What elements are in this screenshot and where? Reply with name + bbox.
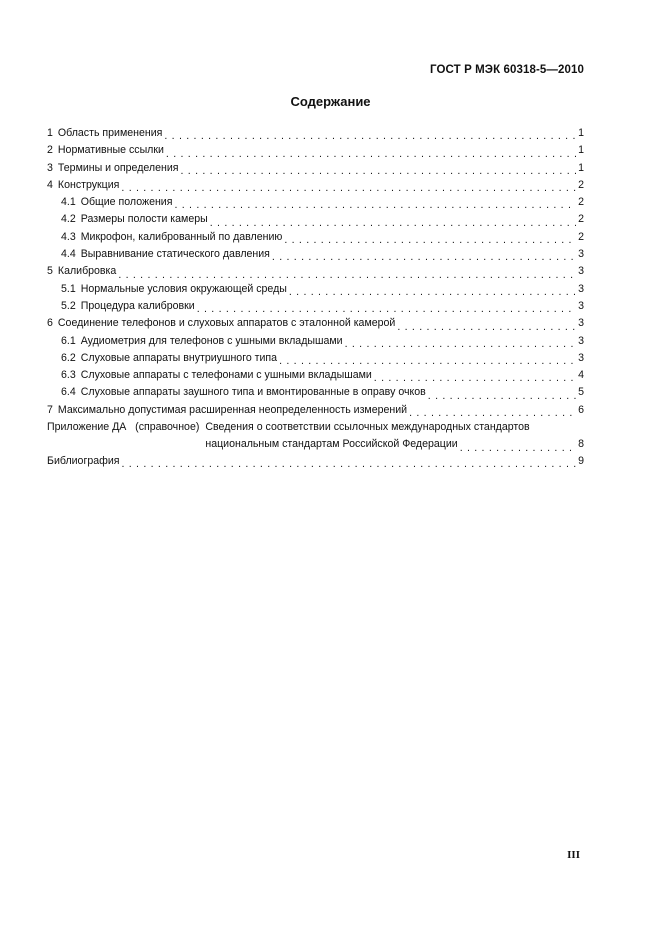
- toc-entry-page: 3: [578, 351, 584, 364]
- toc-entry-title: Слуховые аппараты заушного типа и вмонтированные в оправу очков: [80, 386, 426, 399]
- toc-subentry[interactable]: [47, 384, 584, 401]
- toc-entry-number: 5.1: [61, 282, 76, 295]
- toc-entry-title: Микрофон, калиброванный по давлению: [80, 230, 283, 243]
- toc-entry-page: 5: [578, 386, 584, 399]
- toc-entry-number: 4: [47, 178, 53, 191]
- toc-subentry[interactable]: [47, 367, 584, 384]
- table-of-contents: [47, 125, 584, 470]
- dot-leader: [181, 163, 576, 177]
- toc-appendix-entry[interactable]: [47, 419, 584, 453]
- toc-entry-title: Конструкция: [57, 178, 120, 191]
- toc-entry-title: Соединение телефонов и слуховых аппаратов с эталонной камерой: [57, 317, 396, 330]
- toc-entry-title: Процедура калибровки: [80, 299, 195, 312]
- toc-entry-page: 9: [578, 455, 584, 468]
- toc-entry[interactable]: [47, 263, 584, 280]
- toc-entry[interactable]: [47, 402, 584, 419]
- toc-entry-title: Выравнивание статического давления: [80, 248, 270, 261]
- toc-entry-number: 2: [47, 144, 53, 157]
- toc-entry-title: Размеры полости камеры: [80, 213, 208, 226]
- toc-entry[interactable]: [47, 142, 584, 159]
- dot-leader: [210, 215, 576, 229]
- dot-leader: [174, 197, 576, 211]
- toc-entry-page: 2: [578, 196, 584, 209]
- dot-leader: [166, 146, 576, 160]
- toc-entry-number: 5.2: [61, 299, 76, 312]
- toc-entry-title: Область применения: [57, 127, 163, 139]
- toc-entry-title: Библиография: [47, 455, 120, 468]
- toc-entry-page: 1: [578, 144, 584, 157]
- toc-subentry[interactable]: [47, 350, 584, 367]
- toc-entry-page: 3: [578, 334, 584, 347]
- toc-entry-title: Калибровка: [57, 265, 117, 278]
- toc-entry-page: 4: [578, 369, 584, 382]
- toc-entry-page: 3: [578, 299, 584, 312]
- appendix-lead: [47, 419, 199, 453]
- toc-entry-page: 6: [578, 403, 584, 416]
- toc-entry-number: 6.2: [61, 351, 76, 364]
- dot-leader: [284, 232, 576, 246]
- toc-entry-page: 3: [578, 265, 584, 278]
- toc-entry-page: 2: [578, 178, 584, 191]
- toc-subentry[interactable]: [47, 229, 584, 246]
- appendix-title-line1: Сведения о соответствии ссылочных международных стандартов: [205, 421, 530, 434]
- dot-leader: [289, 284, 576, 298]
- toc-entry[interactable]: [47, 160, 584, 177]
- toc-subentry[interactable]: [47, 211, 584, 228]
- toc-subentry[interactable]: [47, 194, 584, 211]
- toc-subentry[interactable]: [47, 298, 584, 315]
- toc-subentry[interactable]: [47, 281, 584, 298]
- document-code: ГОСТ Р МЭК 60318-5—2010: [430, 64, 584, 76]
- toc-entry[interactable]: [47, 177, 584, 194]
- dot-leader: [121, 456, 576, 470]
- toc-entry[interactable]: [47, 315, 584, 332]
- toc-entry-title: Максимально допустимая расширенная неопределенность измерений: [57, 403, 408, 416]
- toc-entry-page: 3: [578, 317, 584, 330]
- toc-entry-number: 7: [47, 403, 53, 416]
- dot-leader: [397, 319, 576, 333]
- toc-entry-title: Аудиометрия для телефонов с ушными вкладышами: [80, 334, 343, 347]
- toc-entry-title: Нормативные ссылки: [57, 144, 164, 157]
- toc-entry-number: 6: [47, 317, 53, 330]
- dot-leader: [374, 370, 576, 384]
- toc-entry-title: Слуховые аппараты внутриушного типа: [80, 351, 278, 364]
- toc-entry-title: Термины и определения: [57, 161, 179, 174]
- dot-leader: [428, 388, 576, 402]
- toc-subentry[interactable]: [47, 246, 584, 263]
- toc-entry-number: 6.1: [61, 334, 76, 347]
- appendix-body: [205, 419, 584, 453]
- toc-entry-number: 3: [47, 161, 53, 174]
- appendix-label: Приложение ДА: [47, 421, 127, 434]
- dot-leader: [164, 128, 576, 142]
- toc-entry-number: 5: [47, 265, 53, 278]
- toc-entry-number: 4.2: [61, 213, 76, 226]
- toc-entry-page: 1: [578, 127, 584, 139]
- dot-leader: [121, 180, 576, 194]
- dot-leader: [460, 440, 576, 454]
- toc-entry-number: 6.4: [61, 386, 76, 399]
- toc-entry-title: Слуховые аппараты с телефонами с ушными вкладышами: [80, 369, 372, 382]
- appendix-title-line2: национальным стандартам Российской Федерации: [205, 438, 458, 451]
- toc-bibliography-entry[interactable]: [47, 453, 584, 470]
- toc-entry-number: 1: [47, 127, 53, 139]
- toc-subentry[interactable]: [47, 333, 584, 350]
- dot-leader: [345, 336, 576, 350]
- appendix-type: (справочное): [135, 421, 200, 434]
- dot-leader: [279, 353, 576, 367]
- dot-leader: [272, 249, 576, 263]
- toc-entry-title: Нормальные условия окружающей среды: [80, 282, 287, 295]
- toc-entry[interactable]: [47, 125, 584, 142]
- toc-entry-number: 6.3: [61, 369, 76, 382]
- toc-entry-page: 2: [578, 213, 584, 226]
- dot-leader: [118, 267, 576, 281]
- dot-leader: [197, 301, 576, 315]
- toc-entry-number: 4.1: [61, 196, 76, 209]
- page-number: III: [567, 849, 580, 861]
- toc-entry-number: 4.4: [61, 248, 76, 261]
- toc-entry-page: 3: [578, 282, 584, 295]
- toc-entry-page: 1: [578, 161, 584, 174]
- toc-entry-title: Общие положения: [80, 196, 173, 209]
- toc-entry-page: 3: [578, 248, 584, 261]
- dot-leader: [409, 405, 576, 419]
- page-title: Содержание: [290, 94, 371, 109]
- toc-entry-number: 4.3: [61, 230, 76, 243]
- toc-entry-page: 2: [578, 230, 584, 243]
- toc-entry-page: 8: [578, 438, 584, 451]
